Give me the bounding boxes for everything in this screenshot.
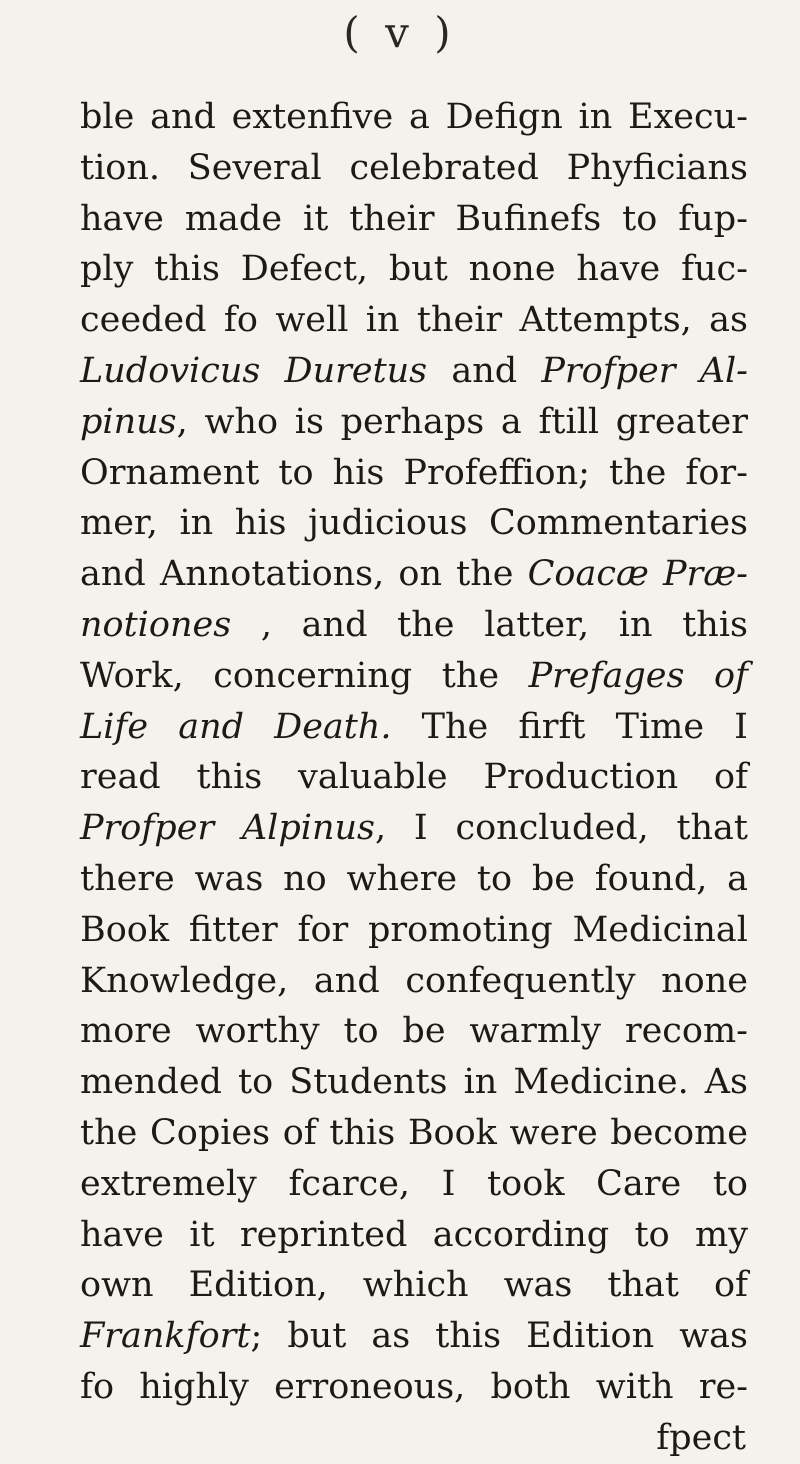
text-segment: Book fitter for promoting Medicinal <box>80 909 748 950</box>
text-segment: fo highly erroneous, both with re- <box>80 1366 748 1407</box>
text-segment: ceeded fo well in their Attempts, as <box>80 300 748 341</box>
text-line <box>80 1210 748 1261</box>
text-segment: more worthy to be warmly recom- <box>80 1011 748 1052</box>
italic-text: Ludovicus Duretus <box>80 350 428 391</box>
text-segment: have made it their Bufinefs to fup- <box>80 198 748 239</box>
text-line <box>80 92 748 143</box>
text-line <box>80 244 748 295</box>
text-segment: , I concluded, that <box>375 808 748 849</box>
text-segment: Work, concerning the <box>80 655 529 696</box>
italic-text: Coacæ Præ- <box>527 554 748 595</box>
text-line <box>80 956 748 1007</box>
text-segment: ble and extenfive a Defign in Execu- <box>80 97 748 137</box>
text-segment: , who is perhaps a ftill greater <box>176 401 748 442</box>
text-segment: Knowledge, and confequently none <box>80 960 748 1001</box>
text-line <box>80 448 748 499</box>
text-segment: and <box>427 350 542 391</box>
text-line <box>80 1311 748 1362</box>
italic-text: notiones <box>80 604 232 645</box>
italic-text: Profper Al- <box>541 350 748 391</box>
text-line <box>80 854 748 905</box>
text-line <box>80 346 748 397</box>
italic-text: pinus <box>80 401 177 442</box>
text-segment: extremely fcarce, I took Care to <box>80 1163 748 1204</box>
text-segment: the Copies of this Book were become <box>80 1112 748 1153</box>
text-line <box>80 1057 748 1108</box>
text-line <box>80 397 748 448</box>
text-line <box>80 905 748 956</box>
text-line <box>80 143 748 194</box>
text-segment: own Edition, which was that of <box>80 1265 748 1306</box>
text-segment: there was no where to be found, a <box>80 858 748 899</box>
text-line <box>80 651 748 702</box>
text-line <box>80 803 748 854</box>
page-number: ( v ) <box>343 8 457 57</box>
text-line <box>80 295 748 346</box>
text-segment: and Annotations, on the <box>80 554 528 595</box>
body-text <box>80 92 748 1464</box>
italic-text: Prefages of <box>528 655 749 696</box>
text-segment: tion. Several celebrated Phyficians <box>80 147 748 188</box>
italic-text: Frankfort <box>80 1316 251 1357</box>
text-line <box>80 1413 748 1464</box>
text-line <box>80 1006 748 1057</box>
text-segment: ply this Defect, but none have fuc- <box>80 249 748 290</box>
text-segment: The firft Time I <box>391 706 748 747</box>
text-line <box>80 1108 748 1159</box>
italic-text: Life and Death. <box>80 706 392 747</box>
italic-text: Profper Alpinus <box>80 808 376 849</box>
text-line <box>80 1260 748 1311</box>
text-line <box>80 549 748 600</box>
text-line <box>80 1159 748 1210</box>
text-line <box>80 194 748 245</box>
text-line <box>80 702 748 753</box>
text-line <box>80 752 748 803</box>
text-segment: , and the latter, in this <box>231 604 748 645</box>
text-line <box>80 498 748 549</box>
text-segment: mer, in his judicious Commentaries <box>80 503 748 544</box>
text-segment: Ornament to his Profeffion; the for- <box>80 452 748 493</box>
text-segment: mended to Students in Medicine. As <box>80 1062 748 1103</box>
text-segment: read this valuable Production of <box>80 757 748 798</box>
text-line <box>80 600 748 651</box>
text-segment: have it reprinted according to my <box>80 1214 748 1255</box>
text-segment: ; but as this Edition was <box>250 1316 748 1357</box>
text-line <box>80 1362 748 1413</box>
text-segment: fpect <box>656 1417 746 1458</box>
